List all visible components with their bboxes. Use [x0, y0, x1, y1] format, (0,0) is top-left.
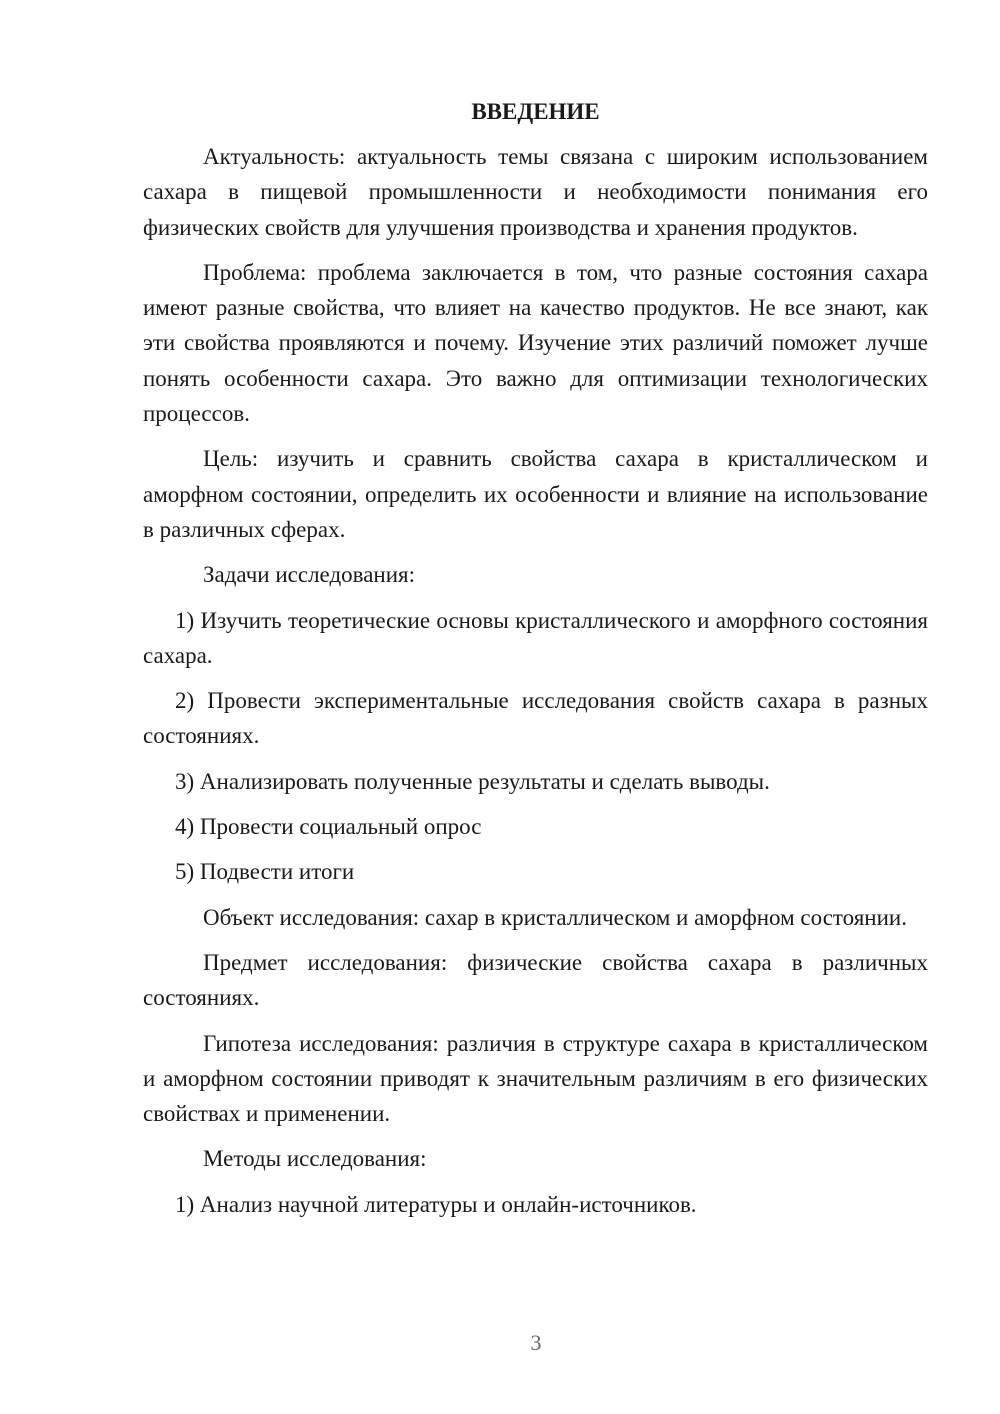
relevance-paragraph: Актуальность: актуальность темы связана с широким использованием сахара в пищевой промышленности и необходимости понимания его физических свойств для улучшения производства и хранения продуктов. — [143, 144, 928, 240]
task-item: 5) Подвести итоги — [175, 859, 355, 885]
task-item: 2) Провести экспериментальные исследования свойств сахара в разных состояниях. — [143, 688, 928, 749]
document-page — [143, 94, 928, 1232]
subject-paragraph: Предмет исследования: физические свойства сахара в различных состояниях. — [143, 949, 928, 1011]
task-item: 4) Провести социальный опрос — [175, 814, 482, 840]
section-heading: ВВЕДЕНИЕ — [471, 99, 600, 124]
method-item: 1) Анализ научной литературы и онлайн-источников. — [175, 1191, 697, 1217]
task-item: 1) Изучить теоретические основы кристаллического и аморфного состояния сахара. — [143, 607, 928, 668]
tasks-heading: Задачи исследования: — [203, 562, 416, 588]
object-paragraph: Объект исследования: сахар в кристаллическом и аморфном состоянии. — [203, 904, 907, 930]
page-number: 3 — [530, 1330, 542, 1355]
task-item: 3) Анализировать полученные результаты и сделать выводы. — [175, 768, 770, 794]
goal-paragraph: Цель: изучить и сравнить свойства сахара в кристаллическом и аморфном состоянии, определить их особенности и влияние на использование в различных сферах. — [143, 446, 928, 542]
problem-paragraph: Проблема: проблема заключается в том, что разные состояния сахара имеют разные свойства, что влияет на качество продуктов. Не все знают, как эти свойства проявляются и почему. Изучение этих различий поможет лучше понять особенности сахара. Это важно для оптимизации технологических процессов. — [143, 259, 928, 427]
methods-heading: Методы исследования: — [203, 1146, 427, 1172]
hypothesis-paragraph: Гипотеза исследования: различия в структуре сахара в кристаллическом и аморфном состоянии приводят к значительным различиям в его физических свойствах и применении. — [143, 1030, 928, 1127]
